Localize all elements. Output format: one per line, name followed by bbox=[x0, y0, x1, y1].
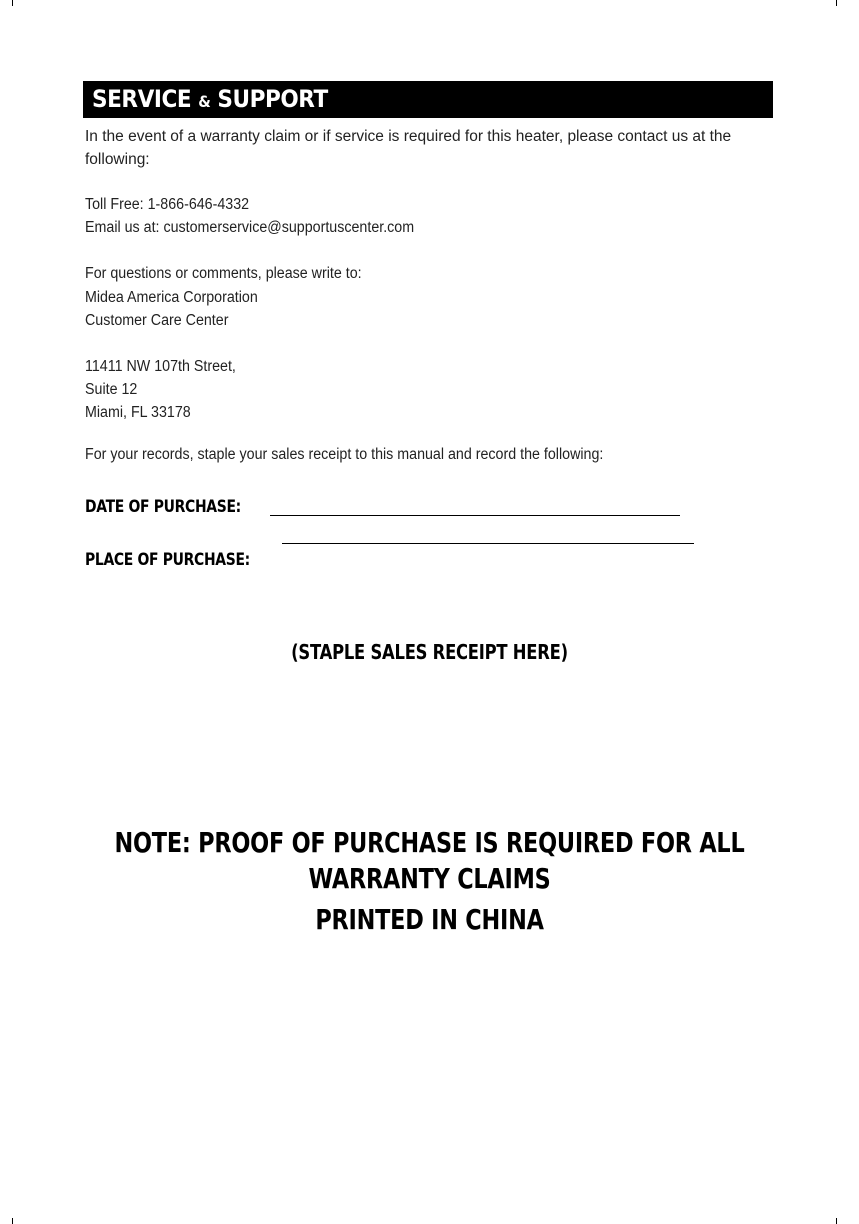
address-city: Miami, FL 33178 bbox=[85, 404, 191, 421]
note-line-2: WARRANTY CLAIMS bbox=[308, 862, 551, 895]
place-of-purchase-label: PLACE OF PURCHASE: bbox=[85, 550, 250, 570]
date-of-purchase-label: DATE OF PURCHASE: bbox=[85, 497, 241, 517]
section-header-bar bbox=[83, 81, 773, 118]
section-title-main: SERVICE bbox=[92, 85, 192, 113]
records-instruction: For your records, staple your sales receipt to this manual and record the following: bbox=[85, 446, 604, 463]
date-of-purchase-line[interactable] bbox=[270, 515, 680, 516]
note-line-1: NOTE: PROOF OF PURCHASE IS REQUIRED FOR ALL bbox=[114, 826, 745, 859]
email-text: Email us at: customerservice@supportuscenter.com bbox=[85, 219, 415, 236]
intro-text: In the event of a warranty claim or if service is required for this heater, please contact us at the following: bbox=[85, 128, 732, 168]
crop-mark-bottom-left bbox=[12, 1218, 13, 1224]
toll-free-text: Toll Free: 1-866-646-4332 bbox=[85, 196, 250, 213]
address-suite: Suite 12 bbox=[85, 381, 138, 398]
place-of-purchase-line[interactable] bbox=[282, 543, 694, 544]
mail-lead-text: For questions or comments, please write to: bbox=[85, 265, 362, 282]
crop-mark-bottom-right bbox=[836, 1218, 837, 1224]
printed-in-china: PRINTED IN CHINA bbox=[315, 903, 544, 936]
crop-mark-top-left bbox=[12, 0, 13, 6]
staple-receipt-text: (STAPLE SALES RECEIPT HERE) bbox=[291, 640, 568, 664]
department-name: Customer Care Center bbox=[85, 312, 229, 329]
address-street: 11411 NW 107th Street, bbox=[85, 358, 236, 375]
section-title bbox=[92, 84, 328, 117]
section-title-tail: SUPPORT bbox=[217, 85, 328, 113]
company-name: Midea America Corporation bbox=[85, 289, 258, 306]
crop-mark-top-right bbox=[836, 0, 837, 6]
section-title-amp: & bbox=[198, 92, 211, 111]
